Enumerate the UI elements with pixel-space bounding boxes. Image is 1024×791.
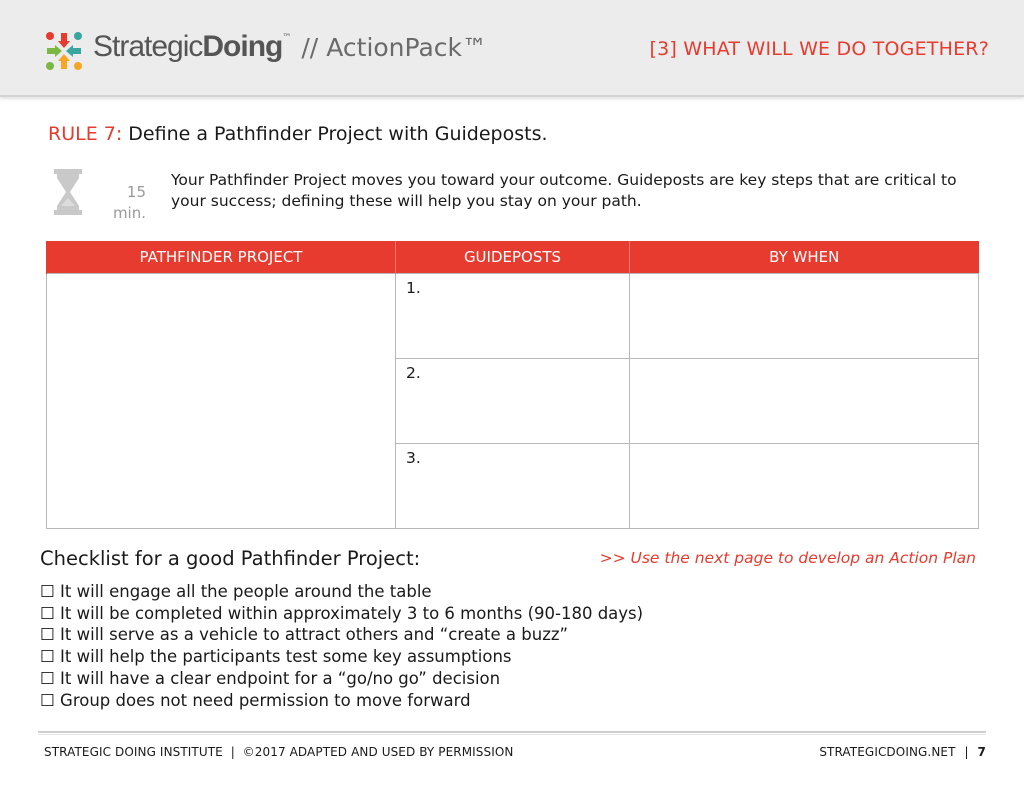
footer-site-url: STRATEGICDOING.NET: [819, 745, 956, 759]
footer-separator: |: [964, 745, 969, 759]
checklist-item[interactable]: ☐ It will have a clear endpoint for a “go/no go” decision: [40, 668, 501, 688]
brand-separator: //: [301, 33, 319, 62]
footer-divider: [38, 731, 986, 735]
pathfinder-table: [46, 241, 979, 529]
table-row: [47, 273, 979, 358]
time-estimate: [100, 182, 146, 224]
table-header-row: [47, 241, 979, 273]
section-title: [3] WHAT WILL WE DO TOGETHER?: [649, 38, 989, 60]
brand-doing: Doing: [202, 30, 283, 63]
column-header-by-when: BY WHEN: [630, 241, 979, 273]
pathfinder-project-cell[interactable]: [47, 273, 396, 528]
hourglass-icon: [53, 168, 83, 216]
checklist: [40, 581, 643, 711]
rule-text: Define a Pathfinder Project with Guideposts.: [128, 123, 548, 145]
rule-number: RULE 7:: [48, 123, 123, 145]
by-when-cell-2[interactable]: [630, 358, 979, 443]
column-header-pathfinder-project: PATHFINDER PROJECT: [47, 241, 396, 273]
guidepost-cell-2[interactable]: 2.: [396, 358, 630, 443]
next-page-note: >> Use the next page to develop an Action Plan: [599, 549, 976, 567]
checklist-item[interactable]: ☐ It will be completed within approximately 3 to 6 months (90-180 days): [40, 603, 644, 623]
brand-trademark: ™: [282, 33, 292, 43]
checklist-item[interactable]: ☐ Group does not need permission to move forward: [40, 690, 471, 710]
page-header: [0, 0, 1024, 97]
page-number: 7: [977, 745, 986, 759]
column-header-guideposts: GUIDEPOSTS: [396, 241, 630, 273]
rule-heading: [48, 123, 548, 145]
time-amount: 15: [126, 183, 146, 201]
checklist-title: Checklist for a good Pathfinder Project:: [40, 547, 421, 570]
guidepost-cell-3[interactable]: 3.: [396, 443, 630, 528]
by-when-cell-3[interactable]: [630, 443, 979, 528]
strategic-doing-logo-icon: [44, 30, 84, 72]
brand-product: ActionPack™: [326, 33, 488, 62]
footer-copyright: STRATEGIC DOING INSTITUTE | ©2017 ADAPTED AND USED BY PERMISSION: [44, 745, 514, 759]
brand-strategic: Strategic: [93, 30, 203, 63]
checklist-item[interactable]: ☐ It will serve as a vehicle to attract others and “create a buzz”: [40, 625, 569, 645]
brand-wordmark: [93, 30, 487, 70]
footer-site: [819, 745, 986, 759]
intro-text: Your Pathfinder Project moves you toward your outcome. Guideposts are key steps that are critical to your success; defining these will help you stay on your path.: [171, 171, 957, 210]
checklist-item[interactable]: ☐ It will help the participants test some key assumptions: [40, 647, 512, 667]
by-when-cell-1[interactable]: [630, 273, 979, 358]
guidepost-cell-1[interactable]: 1.: [396, 273, 630, 358]
checklist-item[interactable]: ☐ It will engage all the people around the table: [40, 582, 432, 601]
time-unit: min.: [112, 204, 146, 222]
